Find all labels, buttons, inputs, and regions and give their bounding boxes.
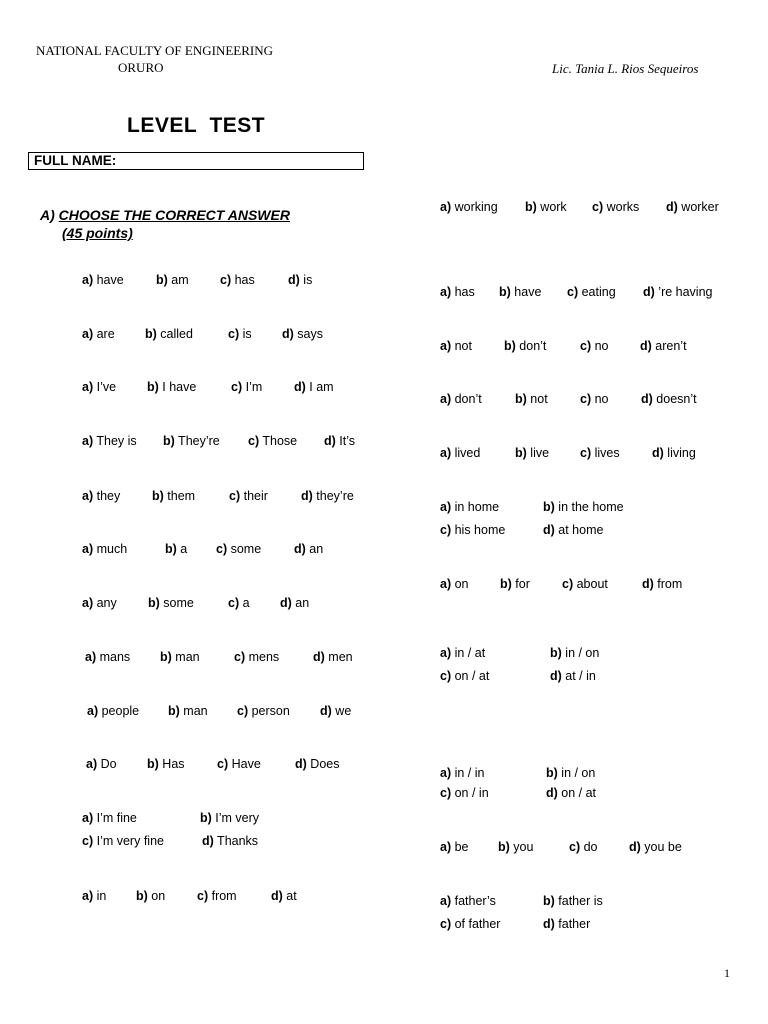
answer-option[interactable] [498, 840, 533, 854]
option-letter: d) [202, 834, 214, 848]
answer-option[interactable] [515, 392, 548, 406]
answer-option[interactable] [580, 339, 609, 353]
answer-option[interactable] [592, 200, 639, 214]
option-text: for [511, 577, 530, 591]
option-text: you [509, 840, 534, 854]
answer-option[interactable] [145, 327, 193, 341]
option-text: called [156, 327, 193, 341]
option-letter: c) [216, 542, 228, 556]
option-letter: a) [440, 646, 452, 660]
option-text: in home [451, 500, 500, 514]
option-letter: a) [440, 285, 452, 299]
answer-option[interactable] [160, 650, 200, 664]
option-letter: b) [525, 200, 537, 214]
option-letter: c) [440, 669, 452, 683]
answer-option[interactable] [82, 889, 106, 903]
option-letter: d) [313, 650, 325, 664]
option-letter: d) [643, 285, 655, 299]
option-letter: d) [543, 917, 555, 931]
answer-option[interactable] [666, 200, 719, 214]
page-title: LEVEL TEST [127, 114, 266, 137]
answer-option[interactable] [165, 542, 187, 556]
option-text: a [176, 542, 188, 556]
option-text: people [98, 704, 140, 718]
option-letter: d) [642, 577, 654, 591]
option-text: you be [640, 840, 682, 854]
page-number: 1 [724, 966, 730, 980]
answer-option[interactable] [440, 285, 475, 299]
answer-option[interactable] [82, 596, 117, 610]
option-text: are [93, 327, 115, 341]
option-text: father’s [451, 894, 496, 908]
answer-option[interactable] [440, 200, 498, 214]
option-text: doesn’t [652, 392, 697, 406]
option-text: men [324, 650, 353, 664]
option-text: aren’t [651, 339, 687, 353]
answer-option[interactable] [642, 577, 682, 591]
option-letter: b) [152, 489, 164, 503]
option-letter: d) [295, 757, 307, 771]
full-name-label: FULL NAME: [34, 153, 117, 168]
answer-option[interactable] [163, 434, 220, 448]
answer-option[interactable] [271, 889, 297, 903]
option-text: living [663, 446, 696, 460]
answer-option[interactable] [248, 434, 297, 448]
option-text: in / in [451, 766, 485, 780]
answer-option[interactable] [220, 273, 255, 287]
section-title: CHOOSE THE CORRECT ANSWER [58, 207, 290, 223]
option-text: person [248, 704, 290, 718]
option-text: they’re [312, 489, 354, 503]
option-letter: b) [543, 894, 555, 908]
option-text: not [526, 392, 548, 406]
answer-option[interactable] [147, 380, 196, 394]
answer-option[interactable] [229, 489, 268, 503]
option-letter: b) [499, 285, 511, 299]
answer-option[interactable] [288, 273, 312, 287]
answer-option[interactable] [295, 757, 339, 771]
option-text: It’s [335, 434, 356, 448]
option-letter: d) [666, 200, 678, 214]
answer-option[interactable] [629, 840, 682, 854]
option-text: an [291, 596, 310, 610]
section-letter: A) [40, 207, 55, 223]
option-text: in [93, 889, 107, 903]
option-text: lives [591, 446, 620, 460]
option-text: not [451, 339, 472, 353]
answer-option[interactable] [324, 434, 355, 448]
option-text: father [554, 917, 591, 931]
option-letter: b) [504, 339, 516, 353]
option-text: from [653, 577, 683, 591]
answer-option[interactable] [148, 596, 194, 610]
option-text: Have [228, 757, 261, 771]
option-letter: d) [282, 327, 294, 341]
option-text: some [159, 596, 194, 610]
option-letter: d) [280, 596, 292, 610]
answer-option[interactable] [86, 757, 117, 771]
option-text: in / at [451, 646, 486, 660]
option-text: I’ve [93, 380, 117, 394]
option-text: work [536, 200, 567, 214]
answer-option[interactable] [440, 523, 505, 537]
option-letter: c) [592, 200, 604, 214]
option-text: at home [554, 523, 604, 537]
option-text: I’m very [211, 811, 260, 825]
option-text: mans [96, 650, 131, 664]
option-letter: b) [156, 273, 168, 287]
answer-option[interactable] [282, 327, 323, 341]
option-letter: d) [294, 542, 306, 556]
option-text: man [179, 704, 208, 718]
institution-name: NATIONAL FACULTY OF ENGINEERING [36, 43, 273, 58]
answer-option[interactable] [200, 811, 259, 825]
option-letter: c) [440, 523, 452, 537]
answer-option[interactable] [216, 542, 261, 556]
option-letter: b) [136, 889, 148, 903]
answer-option[interactable] [440, 766, 484, 780]
option-letter: b) [163, 434, 175, 448]
option-letter: d) [641, 392, 653, 406]
answer-option[interactable] [228, 327, 252, 341]
option-text: Thanks [213, 834, 259, 848]
option-letter: b) [515, 392, 527, 406]
answer-option[interactable] [440, 669, 489, 683]
option-text: on / in [451, 786, 489, 800]
option-letter: c) [580, 339, 592, 353]
answer-option[interactable] [82, 811, 137, 825]
option-letter: d) [550, 669, 562, 683]
option-letter: a) [440, 894, 452, 908]
option-letter: a) [440, 200, 452, 214]
option-text: I’m [242, 380, 263, 394]
option-text: have [93, 273, 124, 287]
answer-option[interactable] [440, 339, 472, 353]
option-text: in / on [557, 766, 596, 780]
option-letter: c) [228, 596, 240, 610]
option-text: says [293, 327, 323, 341]
option-text: ’re having [654, 285, 713, 299]
option-text: them [163, 489, 196, 503]
answer-option[interactable] [504, 339, 546, 353]
option-letter: a) [82, 596, 94, 610]
answer-option[interactable] [580, 446, 620, 460]
option-letter: d) [324, 434, 336, 448]
answer-option[interactable] [168, 704, 208, 718]
option-text: in / on [561, 646, 600, 660]
option-letter: a) [82, 489, 94, 503]
answer-option[interactable] [440, 917, 500, 931]
option-text: they [93, 489, 121, 503]
answer-option[interactable] [652, 446, 696, 460]
answer-option[interactable] [136, 889, 165, 903]
option-text: an [305, 542, 324, 556]
option-letter: c) [229, 489, 241, 503]
option-text: a [239, 596, 250, 610]
answer-option[interactable] [440, 392, 482, 406]
option-text: on [147, 889, 166, 903]
answer-option[interactable] [569, 840, 598, 854]
option-text: They is [93, 434, 137, 448]
option-letter: a) [440, 446, 452, 460]
option-letter: b) [148, 596, 160, 610]
answer-option[interactable] [234, 650, 279, 664]
option-letter: d) [652, 446, 664, 460]
option-letter: a) [440, 500, 452, 514]
answer-option[interactable] [313, 650, 353, 664]
option-text: his home [451, 523, 506, 537]
option-text: Does [306, 757, 340, 771]
option-letter: c) [569, 840, 581, 854]
option-text: I am [305, 380, 334, 394]
answer-option[interactable] [567, 285, 616, 299]
option-text: be [451, 840, 469, 854]
answer-option[interactable] [440, 840, 469, 854]
answer-option[interactable] [217, 757, 261, 771]
option-text: is [299, 273, 313, 287]
option-letter: b) [168, 704, 180, 718]
option-letter: a) [82, 542, 94, 556]
option-letter: b) [546, 766, 558, 780]
answer-option[interactable] [525, 200, 567, 214]
option-text: from [208, 889, 237, 903]
option-text: have [510, 285, 542, 299]
answer-option[interactable] [156, 273, 189, 287]
option-letter: b) [543, 500, 555, 514]
option-letter: d) [546, 786, 558, 800]
option-text: works [603, 200, 640, 214]
option-text: in the home [554, 500, 624, 514]
option-letter: a) [82, 273, 94, 287]
option-text: don’t [515, 339, 547, 353]
option-letter: c) [580, 446, 592, 460]
option-letter: a) [440, 339, 452, 353]
option-text: Do [97, 757, 117, 771]
option-text: on [451, 577, 469, 591]
answer-option[interactable] [147, 757, 185, 771]
option-letter: d) [543, 523, 555, 537]
answer-option[interactable] [546, 766, 595, 780]
option-text: live [526, 446, 550, 460]
institution-city: ORURO [118, 60, 164, 75]
option-text: am [167, 273, 189, 287]
answer-option[interactable] [440, 446, 480, 460]
option-letter: b) [498, 840, 510, 854]
option-letter: a) [82, 434, 94, 448]
answer-option[interactable] [82, 380, 116, 394]
answer-option[interactable] [562, 577, 608, 591]
option-letter: b) [550, 646, 562, 660]
answer-option[interactable] [641, 392, 697, 406]
option-text: has [231, 273, 255, 287]
answer-option[interactable] [499, 285, 541, 299]
option-letter: a) [82, 380, 94, 394]
option-text: I have [158, 380, 197, 394]
answer-option[interactable] [643, 285, 713, 299]
option-letter: c) [234, 650, 246, 664]
option-text: at / in [561, 669, 596, 683]
answer-option[interactable] [228, 596, 250, 610]
option-letter: b) [165, 542, 177, 556]
answer-option[interactable] [550, 669, 596, 683]
option-text: on / at [451, 669, 490, 683]
option-letter: d) [288, 273, 300, 287]
answer-option[interactable] [82, 327, 115, 341]
answer-option[interactable] [82, 542, 127, 556]
option-letter: a) [86, 757, 98, 771]
option-letter: b) [515, 446, 527, 460]
answer-option[interactable] [82, 489, 120, 503]
option-text: much [93, 542, 128, 556]
option-letter: c) [562, 577, 574, 591]
option-letter: a) [87, 704, 99, 718]
option-letter: a) [440, 577, 452, 591]
answer-option[interactable] [82, 434, 137, 448]
answer-option[interactable] [152, 489, 195, 503]
option-letter: a) [440, 840, 452, 854]
option-letter: b) [147, 757, 159, 771]
option-letter: d) [294, 380, 306, 394]
answer-option[interactable] [197, 889, 237, 903]
option-letter: c) [580, 392, 592, 406]
option-letter: c) [228, 327, 240, 341]
option-letter: c) [220, 273, 232, 287]
option-letter: c) [248, 434, 260, 448]
option-text: do [580, 840, 598, 854]
option-letter: c) [237, 704, 249, 718]
option-text: Those [259, 434, 298, 448]
author-name: Lic. Tania L. Rios Sequeiros [552, 61, 699, 76]
answer-option[interactable] [280, 596, 309, 610]
option-letter: c) [567, 285, 579, 299]
option-text: any [93, 596, 117, 610]
option-text: is [239, 327, 252, 341]
option-text: we [331, 704, 352, 718]
option-text: I’m fine [93, 811, 137, 825]
option-letter: b) [200, 811, 212, 825]
answer-option[interactable] [301, 489, 354, 503]
option-letter: d) [271, 889, 283, 903]
answer-option[interactable] [82, 834, 164, 848]
option-text: on / at [557, 786, 597, 800]
option-letter: b) [145, 327, 157, 341]
option-text: no [591, 339, 609, 353]
option-letter: d) [640, 339, 652, 353]
answer-option[interactable] [546, 786, 596, 800]
option-letter: c) [197, 889, 209, 903]
option-text: eating [578, 285, 616, 299]
option-letter: c) [217, 757, 229, 771]
option-letter: b) [160, 650, 172, 664]
answer-option[interactable] [440, 577, 469, 591]
answer-option[interactable] [231, 380, 262, 394]
section-points: (45 points) [62, 225, 133, 241]
option-text: They’re [174, 434, 220, 448]
answer-option[interactable] [550, 646, 599, 660]
option-text: their [240, 489, 268, 503]
option-text: lived [451, 446, 481, 460]
option-letter: d) [301, 489, 313, 503]
option-letter: a) [85, 650, 97, 664]
option-letter: a) [440, 766, 452, 780]
option-letter: c) [440, 786, 452, 800]
answer-option[interactable] [543, 917, 590, 931]
answer-option[interactable] [202, 834, 258, 848]
option-text: mens [245, 650, 280, 664]
option-letter: c) [82, 834, 94, 848]
answer-option[interactable] [440, 786, 489, 800]
answer-option[interactable] [85, 650, 130, 664]
answer-option[interactable] [440, 894, 496, 908]
option-text: of father [451, 917, 501, 931]
answer-option[interactable] [320, 704, 351, 718]
option-letter: c) [231, 380, 243, 394]
option-letter: d) [320, 704, 332, 718]
option-letter: a) [440, 392, 452, 406]
option-letter: c) [440, 917, 452, 931]
option-letter: d) [629, 840, 641, 854]
answer-option[interactable] [237, 704, 290, 718]
option-text: father is [554, 894, 603, 908]
option-text: working [451, 200, 498, 214]
full-name-field[interactable] [28, 152, 364, 170]
answer-option[interactable] [440, 500, 499, 514]
answer-option[interactable] [515, 446, 549, 460]
option-text: I’m very fine [93, 834, 164, 848]
section-heading [40, 207, 290, 223]
option-text: no [591, 392, 609, 406]
answer-option[interactable] [543, 523, 603, 537]
option-text: Has [158, 757, 185, 771]
option-letter: b) [147, 380, 159, 394]
answer-option[interactable] [500, 577, 530, 591]
option-letter: a) [82, 811, 94, 825]
answer-option[interactable] [640, 339, 687, 353]
answer-option[interactable] [87, 704, 139, 718]
answer-option[interactable] [440, 646, 485, 660]
answer-option[interactable] [543, 500, 624, 514]
answer-option[interactable] [294, 380, 334, 394]
option-text: about [573, 577, 608, 591]
option-text: at [282, 889, 297, 903]
option-text: has [451, 285, 475, 299]
option-text: some [227, 542, 262, 556]
answer-option[interactable] [580, 392, 609, 406]
option-letter: a) [82, 889, 94, 903]
option-letter: a) [82, 327, 94, 341]
option-text: man [171, 650, 200, 664]
answer-option[interactable] [294, 542, 323, 556]
option-letter: b) [500, 577, 512, 591]
answer-option[interactable] [543, 894, 603, 908]
option-text: worker [677, 200, 719, 214]
answer-option[interactable] [82, 273, 124, 287]
option-text: don’t [451, 392, 482, 406]
